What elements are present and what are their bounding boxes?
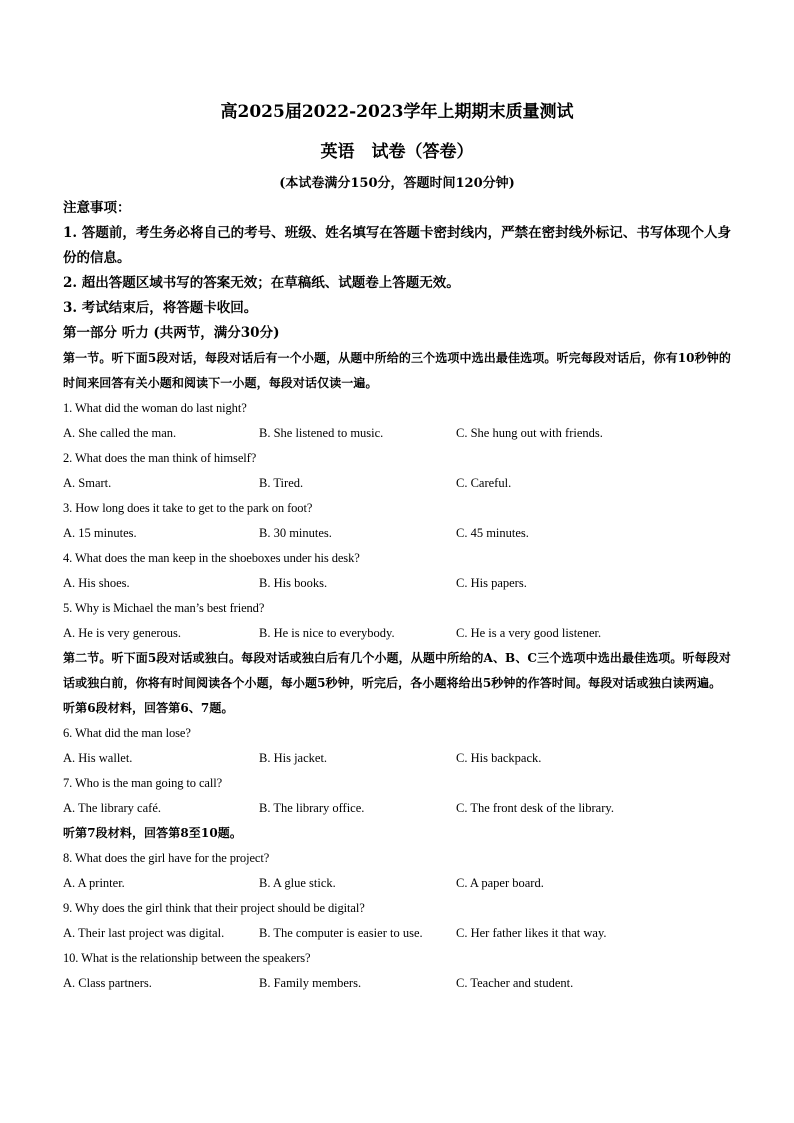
question-item	[63, 446, 731, 496]
option-a: A. His shoes.	[63, 576, 130, 590]
option-a: A. Smart.	[63, 476, 112, 490]
question-text: 2. What does the man think of himself?	[63, 451, 257, 465]
question-options	[63, 746, 731, 771]
question-options	[63, 521, 731, 546]
option-a: A. A printer.	[63, 876, 125, 890]
question-options	[63, 921, 731, 946]
question-text: 1. What did the woman do last night?	[63, 401, 247, 415]
option-c: C. Her father likes it that way.	[456, 926, 607, 940]
option-c: C. His papers.	[456, 576, 527, 590]
question-text: 3. How long does it take to get to the park on foot?	[63, 501, 313, 515]
section2-instructions: 第二节。听下面5段对话或独白。每段对话或独白后有几个小题，从题中所给的A、B、C三个选项中选出最佳选项。听每段对话或独白前，你将有时间阅读各个小题，每小题5秒钟，听完后，各小题将给出5秒钟的作答时间。每段对话或独白读两遍。	[63, 651, 731, 690]
option-b: B. Family members.	[259, 976, 362, 990]
question-options	[63, 621, 731, 646]
exam-note: (本试卷满分150分，答题时间120分钟)	[279, 176, 515, 191]
material7-questions	[63, 846, 731, 996]
option-c: C. His backpack.	[456, 751, 542, 765]
question-text: 5. Why is Michael the man’s best friend?	[63, 601, 265, 615]
notice-item: 1. 答题前，考生务必将自己的考号、班级、姓名填写在答题卡密封线内，严禁在密封线外标记、书写体现个人身份的信息。	[63, 225, 731, 266]
option-c: C. 45 minutes.	[456, 526, 529, 540]
option-a: A. He is very generous.	[63, 626, 182, 640]
option-b: B. His books.	[259, 576, 328, 590]
notice-item: 2. 超出答题区域书写的答案无效；在草稿纸、试题卷上答题无效。	[63, 275, 460, 291]
question-item	[63, 846, 731, 896]
section1-instructions: 第一节。听下面5段对话，每段对话后有一个小题，从题中所给的三个选项中选出最佳选项。听完每段对话后，你有10秒钟的时间来回答有关小题和阅读下一小题，每段对话仅读一遍。	[63, 351, 731, 390]
section1-questions	[63, 396, 731, 646]
question-item	[63, 596, 731, 646]
question-options	[63, 796, 731, 821]
question-item	[63, 546, 731, 596]
part1-heading: 第一部分 听力 (共两节，满分30分)	[63, 325, 280, 341]
option-b: B. She listened to music.	[259, 426, 384, 440]
exam-subtitle: 英语 试卷（答卷）	[320, 142, 474, 162]
question-text: 9. Why does the girl think that their project should be digital?	[63, 901, 365, 915]
option-a: A. 15 minutes.	[63, 526, 137, 540]
option-c: C. A paper board.	[456, 876, 544, 890]
exam-content	[63, 196, 731, 996]
question-options	[63, 971, 731, 996]
option-b: B. His jacket.	[259, 751, 328, 765]
option-b: B. He is nice to everybody.	[259, 626, 395, 640]
option-a: A. His wallet.	[63, 751, 133, 765]
notice-heading: 注意事项：	[63, 200, 131, 216]
question-text: 8. What does the girl have for the project?	[63, 851, 270, 865]
option-c: C. She hung out with friends.	[456, 426, 603, 440]
material6-heading: 听第6段材料，回答第6、7题。	[63, 701, 234, 715]
question-text: 7. Who is the man going to call?	[63, 776, 223, 790]
question-item	[63, 396, 731, 446]
option-b: B. 30 minutes.	[259, 526, 332, 540]
option-c: C. The front desk of the library.	[456, 801, 614, 815]
question-item	[63, 496, 731, 546]
question-options	[63, 871, 731, 896]
notice-item: 3. 考试结束后，将答题卡收回。	[63, 300, 258, 316]
question-options	[63, 421, 731, 446]
material7-heading: 听第7段材料，回答第8至10题。	[63, 826, 242, 840]
option-c: C. Careful.	[456, 476, 512, 490]
question-item	[63, 771, 731, 821]
option-b: B. The computer is easier to use.	[259, 926, 423, 940]
option-c: C. He is a very good listener.	[456, 626, 602, 640]
question-text: 10. What is the relationship between the speakers?	[63, 951, 311, 965]
option-b: B. Tired.	[259, 476, 304, 490]
question-options	[63, 471, 731, 496]
question-item	[63, 946, 731, 996]
question-options	[63, 571, 731, 596]
exam-title: 高2025届2022-2023学年上期期末质量测试	[220, 102, 574, 122]
question-text: 6. What did the man lose?	[63, 726, 191, 740]
question-item	[63, 896, 731, 946]
question-item	[63, 721, 731, 771]
question-text: 4. What does the man keep in the shoeboxes under his desk?	[63, 551, 360, 565]
option-a: A. Their last project was digital.	[63, 926, 225, 940]
option-a: A. The library café.	[63, 801, 161, 815]
option-a: A. She called the man.	[63, 426, 177, 440]
material6-questions	[63, 721, 731, 821]
option-c: C. Teacher and student.	[456, 976, 574, 990]
option-b: B. A glue stick.	[259, 876, 336, 890]
option-a: A. Class partners.	[63, 976, 152, 990]
option-b: B. The library office.	[259, 801, 365, 815]
